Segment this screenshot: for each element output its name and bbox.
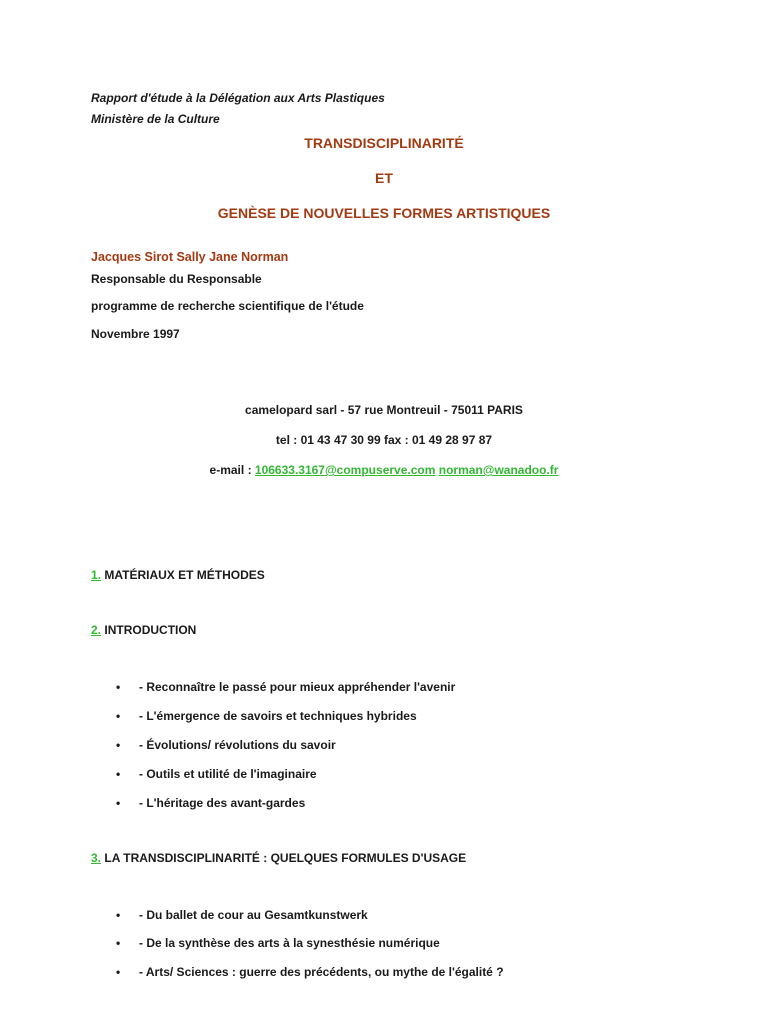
bullet-icon: • [116,796,121,810]
email-link-wanadoo[interactable]: norman@wanadoo.fr [438,463,559,477]
report-header-line1: Rapport d'étude à la Délégation aux Arts Plastiques [91,91,385,105]
section-number-link-1[interactable]: 1. [91,568,102,582]
section-heading-2 [91,623,196,637]
bullet-icon: • [116,709,121,723]
section-heading-1 [91,568,265,582]
list-item: - Du ballet de cour au Gesamtkunstwerk [139,908,368,922]
bullet-icon: • [116,908,121,922]
program-line: programme de recherche scientifique de l'étude [91,299,364,313]
author-names: Jacques Sirot Sally Jane Norman [91,250,289,264]
phone-line: tel : 01 43 47 30 99 fax : 01 49 28 97 87 [275,433,493,447]
list-item: - De la synthèse des arts à la synesthésie numérique [139,936,440,950]
email-link-compuserve[interactable]: 106633.3167@compuserve.com [254,463,436,477]
date-line: Novembre 1997 [91,327,180,341]
bullet-icon: • [116,738,121,752]
document-title-line3: GENÈSE DE NOUVELLES FORMES ARTISTIQUES [217,205,551,221]
email-label: e-mail : [209,463,255,477]
author-role: Responsable du Responsable [91,272,262,286]
list-item: - L'émergence de savoirs et techniques hybrides [139,709,417,723]
address-line: camelopard sarl - 57 rue Montreuil - 75011 PARIS [245,403,523,417]
bullet-icon: • [116,965,121,979]
list-item: - Arts/ Sciences : guerre des précédents, ou mythe de l'égalité ? [139,965,504,979]
list-item: - Outils et utilité de l'imaginaire [139,767,317,781]
bullet-icon: • [116,767,121,781]
section-number-link-2[interactable]: 2. [91,623,102,637]
email-line [0,463,768,477]
section-number-link-3[interactable]: 3. [91,851,102,865]
document-title-line1: TRANSDISCIPLINARITÉ [304,135,464,151]
section-title-2: INTRODUCTION [104,623,197,637]
section-title-1: MATÉRIAUX ET MÉTHODES [104,568,265,582]
section-heading-3 [91,851,466,865]
list-item: - L'héritage des avant-gardes [139,796,306,810]
section-title-3: LA TRANSDISCIPLINARITÉ : QUELQUES FORMULES D'USAGE [104,851,467,865]
document-title-line2: ET [375,170,393,186]
list-item: - Évolutions/ révolutions du savoir [139,738,336,752]
bullet-icon: • [116,680,121,694]
report-header-line2: Ministère de la Culture [91,112,220,126]
list-item: - Reconnaître le passé pour mieux appréhender l'avenir [139,680,456,694]
bullet-icon: • [116,936,121,950]
